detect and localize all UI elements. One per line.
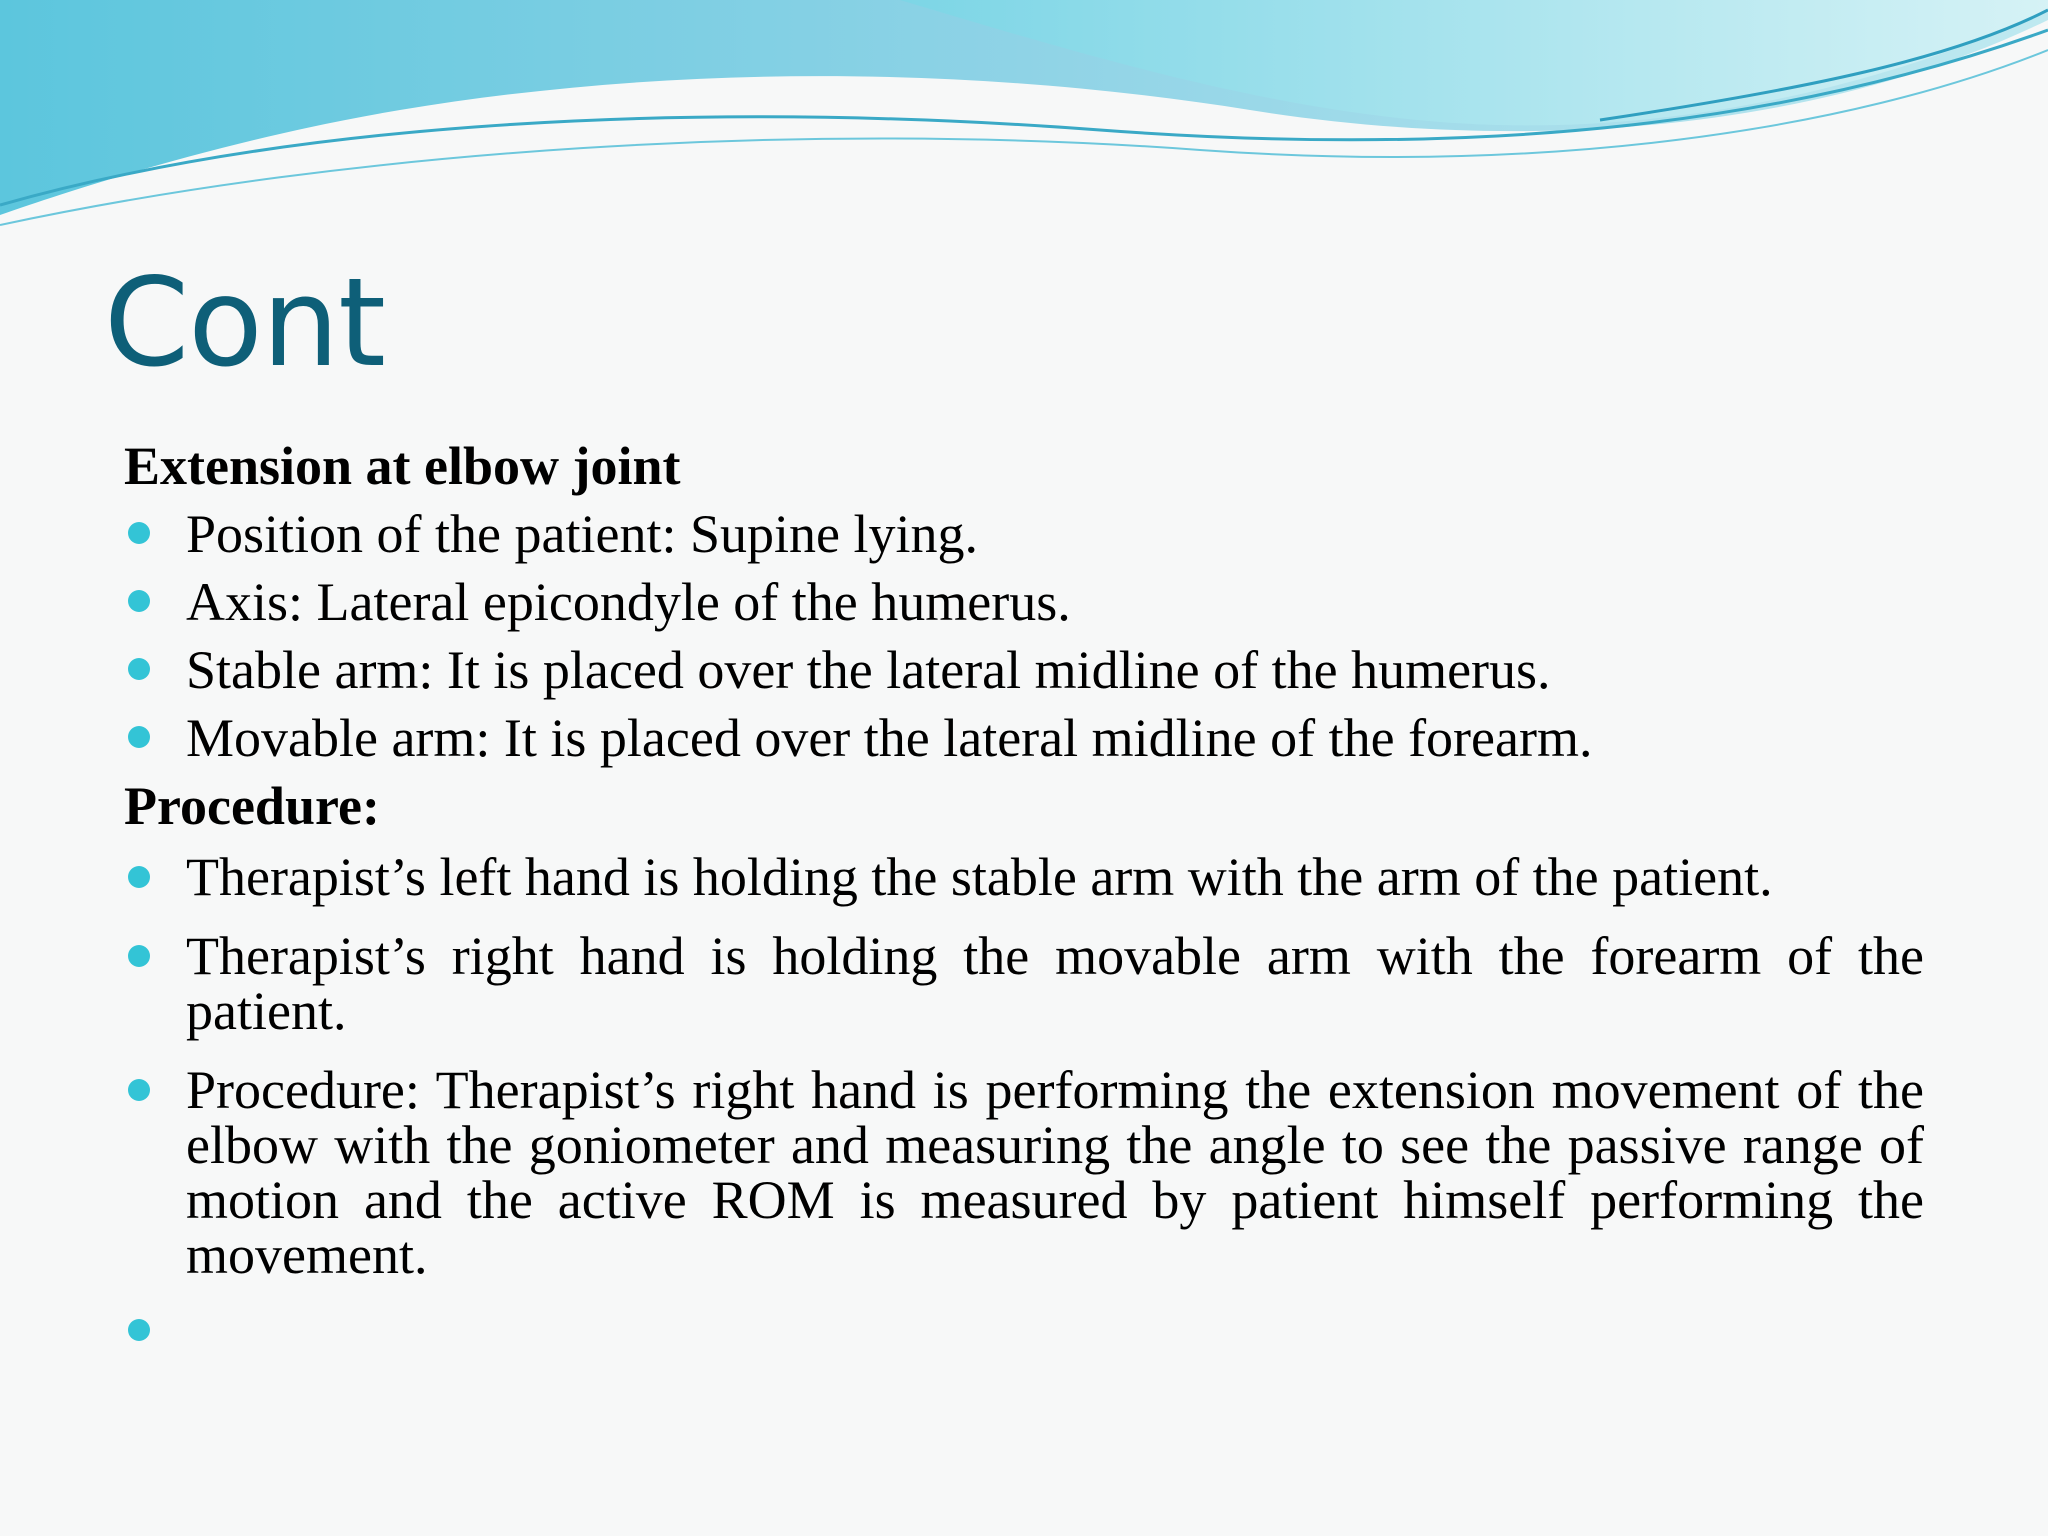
list-item — [124, 500, 1924, 568]
list-item-text: Stable arm: It is placed over the lateral midline of the humerus. — [186, 640, 1551, 700]
bullet-dot-icon — [128, 522, 150, 544]
list-item — [124, 1053, 1924, 1283]
procedure-list — [124, 840, 1924, 1357]
list-item — [124, 919, 1924, 1039]
list-item — [124, 840, 1924, 905]
slide-title: Cont — [104, 252, 385, 394]
bullet-dot-icon — [128, 1079, 150, 1101]
list-item-text: Axis: Lateral epicondyle of the humerus. — [186, 572, 1071, 632]
bullet-dot-icon — [128, 1319, 150, 1341]
bullet-dot-icon — [128, 590, 150, 612]
list-item-text: Therapist’s left hand is holding the stable arm with the arm of the patient. — [186, 847, 1773, 907]
slide-content — [124, 432, 1924, 1371]
list-item-text: Movable arm: It is placed over the lateral midline of the forearm. — [186, 708, 1593, 768]
list-item — [124, 568, 1924, 636]
list-item-text: Procedure: Therapist’s right hand is performing the extension movement of the elbow with the goniometer and measuring the angle to see the passive range of motion and the active ROM is measured by patient himself performing the movement. — [186, 1060, 1924, 1285]
bullet-dot-icon — [128, 658, 150, 680]
extension-details-list — [124, 500, 1924, 772]
bullet-dot-icon — [128, 726, 150, 748]
section-heading-extension: Extension at elbow joint — [124, 436, 681, 496]
bullet-dot-icon — [128, 866, 150, 888]
list-item-text: Therapist’s right hand is holding the movable arm with the forearm of the patient. — [186, 926, 1924, 1041]
empty-list-item — [124, 1297, 1924, 1357]
section-heading-procedure: Procedure: — [124, 776, 380, 836]
list-item — [124, 636, 1924, 704]
list-item-text: Position of the patient: Supine lying. — [186, 504, 978, 564]
list-item — [124, 704, 1924, 772]
header-wave-decoration — [0, 0, 2048, 240]
bullet-dot-icon — [128, 945, 150, 967]
